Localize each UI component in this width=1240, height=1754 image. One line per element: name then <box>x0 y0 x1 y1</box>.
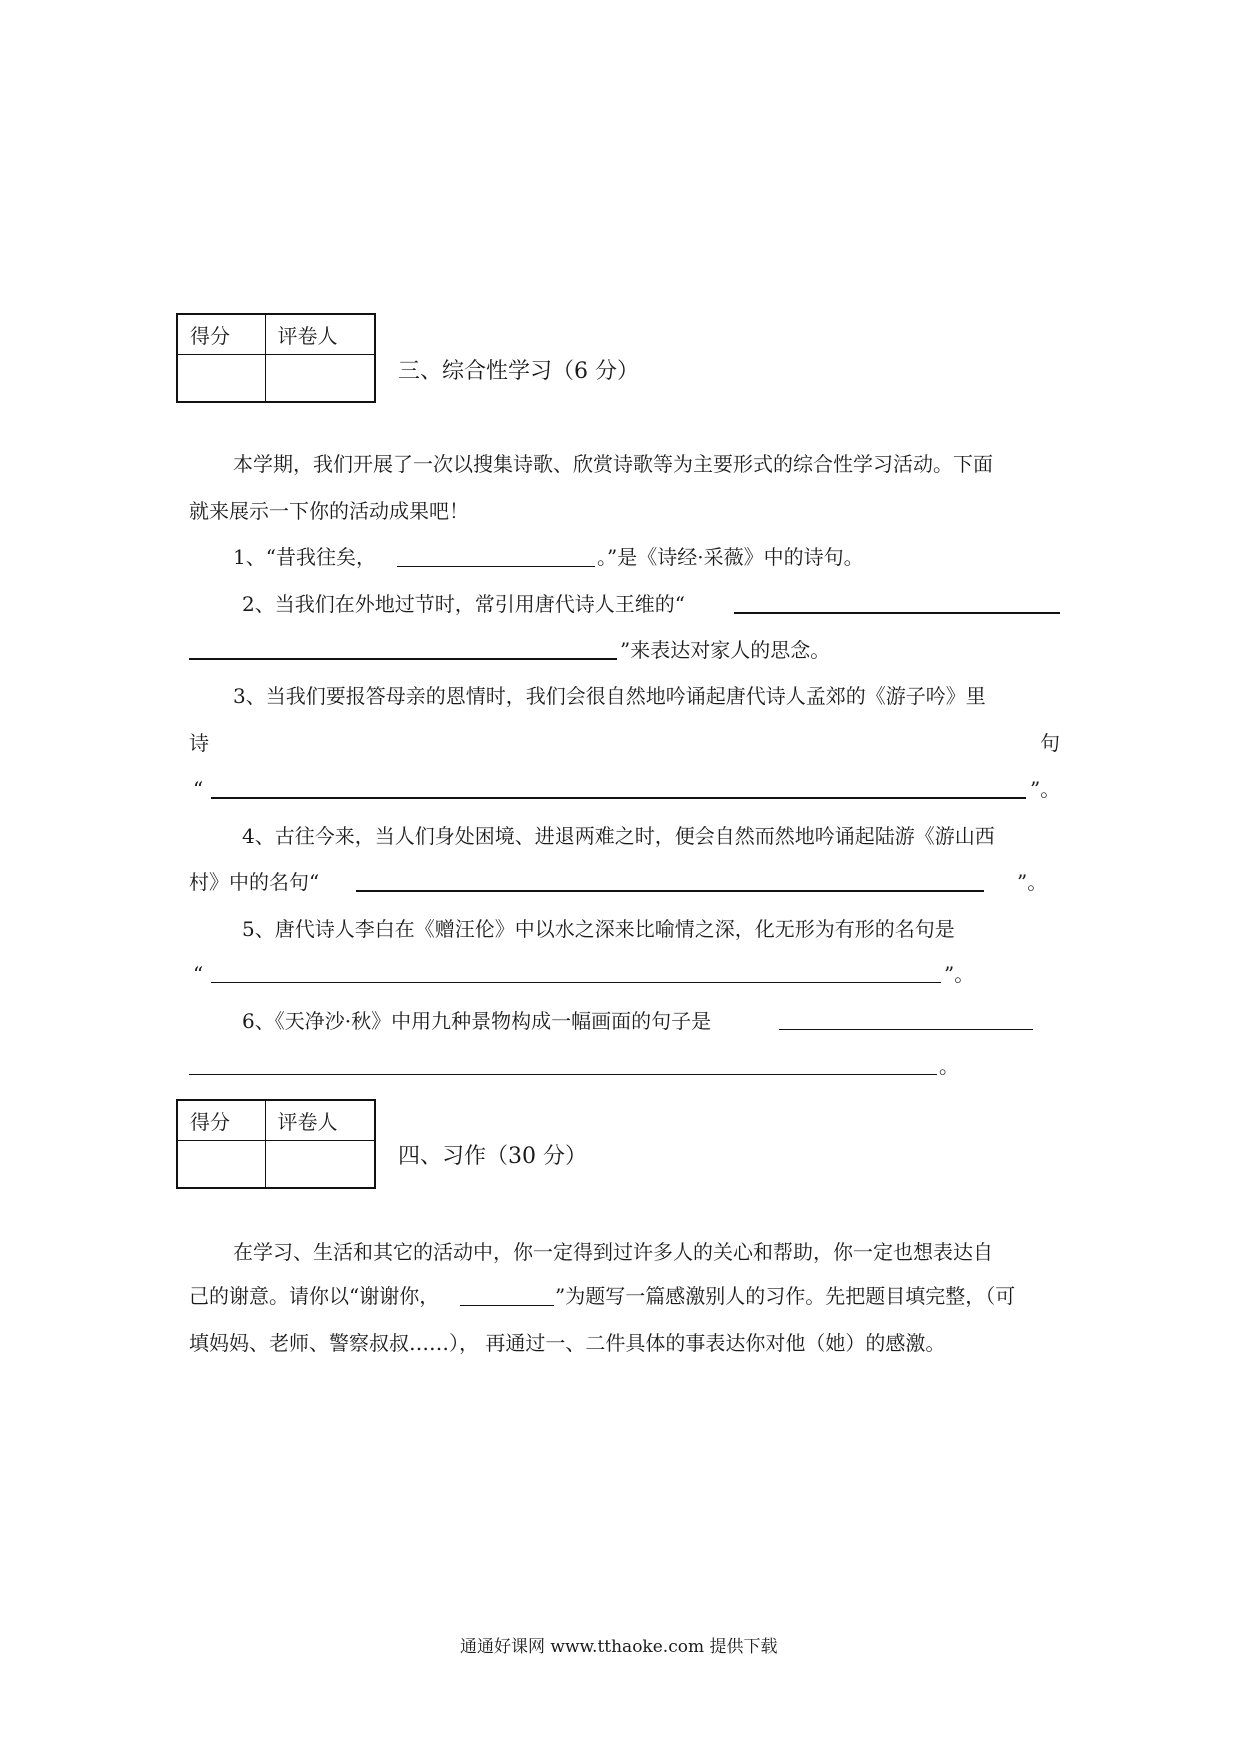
grader-input-cell[interactable] <box>265 354 375 402</box>
q1-suffix: 。”是《诗经·采薇》中的诗句。 <box>597 545 864 569</box>
section4-title: 四、习作（30 分） <box>398 1144 587 1169</box>
q4-line1: 4、古往今来，当人们身处困境、进退两难之时，便会自然而然地吟诵起陆游《游山西 <box>242 824 995 848</box>
q5-close-quote: ”。 <box>944 962 975 986</box>
q3-open-quote: “ <box>193 777 204 801</box>
grader-label: 评卷人 <box>265 314 375 354</box>
section3-intro-line2: 就来展示一下你的活动成果吧！ <box>189 499 469 523</box>
q3-right-char: 句 <box>1040 731 1060 755</box>
score-box-section4 <box>176 1099 376 1189</box>
grader-label: 评卷人 <box>265 1100 375 1140</box>
q3-left-char: 诗 <box>189 731 209 755</box>
q3-answer-blank[interactable] <box>211 797 1026 799</box>
q4-answer-blank[interactable] <box>356 890 984 892</box>
q4-close-quote: ”。 <box>1017 870 1048 894</box>
section4-line2-suffix: ”为题写一篇感激别人的习作。先把题目填完整，（可 <box>555 1284 1016 1308</box>
q6-prefix: 6、《天净沙·秋》中用九种景物构成一幅画面的句子是 <box>242 1009 712 1033</box>
q5-answer-blank[interactable] <box>211 982 941 983</box>
page-footer: 通通好课网 www.tthaoke.com 提供下载 <box>460 1637 778 1657</box>
grader-input-cell[interactable] <box>265 1140 375 1188</box>
essay-title-blank[interactable] <box>460 1305 554 1306</box>
q3-line1: 3、当我们要报答母亲的恩情时，我们会很自然地吟诵起唐代诗人孟郊的《游子吟》里 <box>233 684 986 708</box>
q2-prefix: 2、当我们在外地过节时，常引用唐代诗人王维的“ <box>242 592 685 616</box>
score-input-cell[interactable] <box>177 354 265 402</box>
q4-prefix: 村》中的名句“ <box>189 870 320 894</box>
q6-end-mark: 。 <box>939 1054 959 1078</box>
score-input-cell[interactable] <box>177 1140 265 1188</box>
q1-answer-blank[interactable] <box>397 566 595 567</box>
score-box-section3 <box>176 313 376 403</box>
section3-title: 三、综合性学习（6 分） <box>398 359 639 384</box>
section4-line1: 在学习、生活和其它的活动中，你一定得到过许多人的关心和帮助，你一定也想表达自 <box>233 1240 993 1264</box>
q1-prefix: 1、“昔我往矣， <box>233 545 376 569</box>
score-label: 得分 <box>177 1100 265 1140</box>
q6-answer-blank-line1[interactable] <box>779 1029 1033 1030</box>
section4-line3: 填妈妈、老师、警察叔叔……）， 再通过一、二件具体的事表达你对他（她）的感激。 <box>189 1331 946 1355</box>
section3-intro-line1: 本学期，我们开展了一次以搜集诗歌、欣赏诗歌等为主要形式的综合性学习活动。下面 <box>233 452 993 476</box>
section4-line2-prefix: 己的谢意。请你以“谢谢你， <box>189 1284 440 1308</box>
q2-answer-blank-line2[interactable] <box>189 658 617 660</box>
q2-suffix: ”来表达对家人的思念。 <box>620 638 831 662</box>
q5-line1: 5、唐代诗人李白在《赠汪伦》中以水之深来比喻情之深，化无形为有形的名句是 <box>242 917 955 941</box>
score-label: 得分 <box>177 314 265 354</box>
q5-open-quote: “ <box>193 962 204 986</box>
q2-answer-blank-line1[interactable] <box>734 612 1060 614</box>
q6-answer-blank-line2[interactable] <box>189 1074 937 1075</box>
q3-close-quote: ”。 <box>1030 777 1061 801</box>
